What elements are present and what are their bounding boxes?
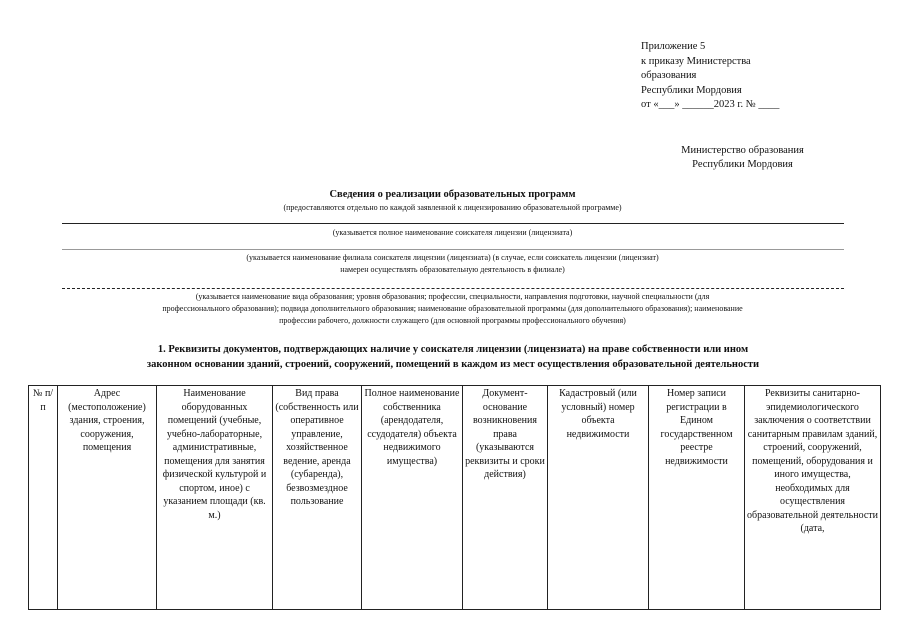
appendix-line: от «___» ______2023 г. № ____ — [641, 99, 780, 110]
appendix-line: Приложение 5 — [641, 41, 706, 52]
column-header: Документ-основание возникновения права (указываются реквизиты и сроки действия) — [463, 386, 548, 610]
appendix-line: Республики Мордовия — [641, 84, 742, 96]
appendix-line: к приказу Министерства — [641, 55, 751, 67]
column-header: Номер записи регистрации в Едином государственном реестре недвижимости — [649, 386, 745, 610]
column-header: № п/п — [29, 386, 58, 610]
program-caption-line: профессионального образования); подвида дополнительного образования; наименование образовательной программы (для дополнительного образования); наименование — [162, 304, 743, 313]
branch-caption-line: (указывается наименование филиала соискателя лицензии (лицензиата) (в случае, если соискатель лицензии (лицензиат) — [246, 253, 659, 262]
column-header: Кадастровый (или условный) номер объекта недвижимости — [548, 386, 649, 610]
branch-caption-line: намерен осуществлять образовательную деятельность в филиале) — [340, 265, 565, 274]
appendix-block — [641, 40, 779, 113]
section-heading-line: законном основании зданий, строений, сооружений, помещений в каждом из мест осуществления образовательной деятельности — [146, 359, 760, 370]
appendix-line: образования — [641, 70, 697, 81]
program-caption-line: профессии рабочего, должности служащего (для основной программы профессионального обучения) — [279, 316, 626, 325]
section-heading-line: 1. Реквизиты документов, подтверждающих наличие у соискателя лицензии (лицензиата) на праве собственности или ином — [157, 344, 749, 355]
column-header: Полное наименование собственника (арендодателя, ссудодателя) объекта недвижимого имущества) — [362, 386, 463, 610]
document-title: Сведения о реализации образовательных программ — [329, 189, 576, 200]
addressee-line: Министерство образования — [681, 145, 804, 156]
column-header: Адрес (местоположение) здания, строения, сооружения, помещения — [58, 386, 157, 610]
section-heading — [62, 342, 844, 372]
program-caption-line: (указывается наименование вида образования; уровня образования; профессии, специальности, направления подготовки, научной специальности (для — [195, 292, 710, 301]
premises-table — [28, 385, 881, 610]
table-header-row — [29, 386, 881, 610]
document-subtitle: (предоставляются отдельно по каждой заявленной к лицензированию образовательной программе) — [283, 203, 622, 212]
addressee-block — [640, 144, 845, 172]
fill-in-line — [62, 288, 844, 289]
column-header: Реквизиты санитарно-эпидемиологического заключения о соответствии санитарным правилам зданий, строений, сооружений, помещений, оборудования и иного имущества, необходимых для осуществления образовательной деятельности (дата, — [745, 386, 881, 610]
fill-in-line — [62, 223, 844, 224]
addressee-line: Республики Мордовия — [692, 159, 793, 170]
column-header: Вид права (собственность или оперативное управление, хозяйственное ведение, аренда (субаренда), безвозмездное пользование — [273, 386, 362, 610]
column-header: Наименование оборудованных помещений (учебные, учебно-лабораторные, административные, помещения для занятия физической культурой и спортом, иное) с указанием площади (кв. м.) — [157, 386, 273, 610]
fill-in-line — [62, 249, 844, 250]
licensee-caption: (указывается полное наименование соискателя лицензии (лицензиата) — [332, 228, 573, 237]
